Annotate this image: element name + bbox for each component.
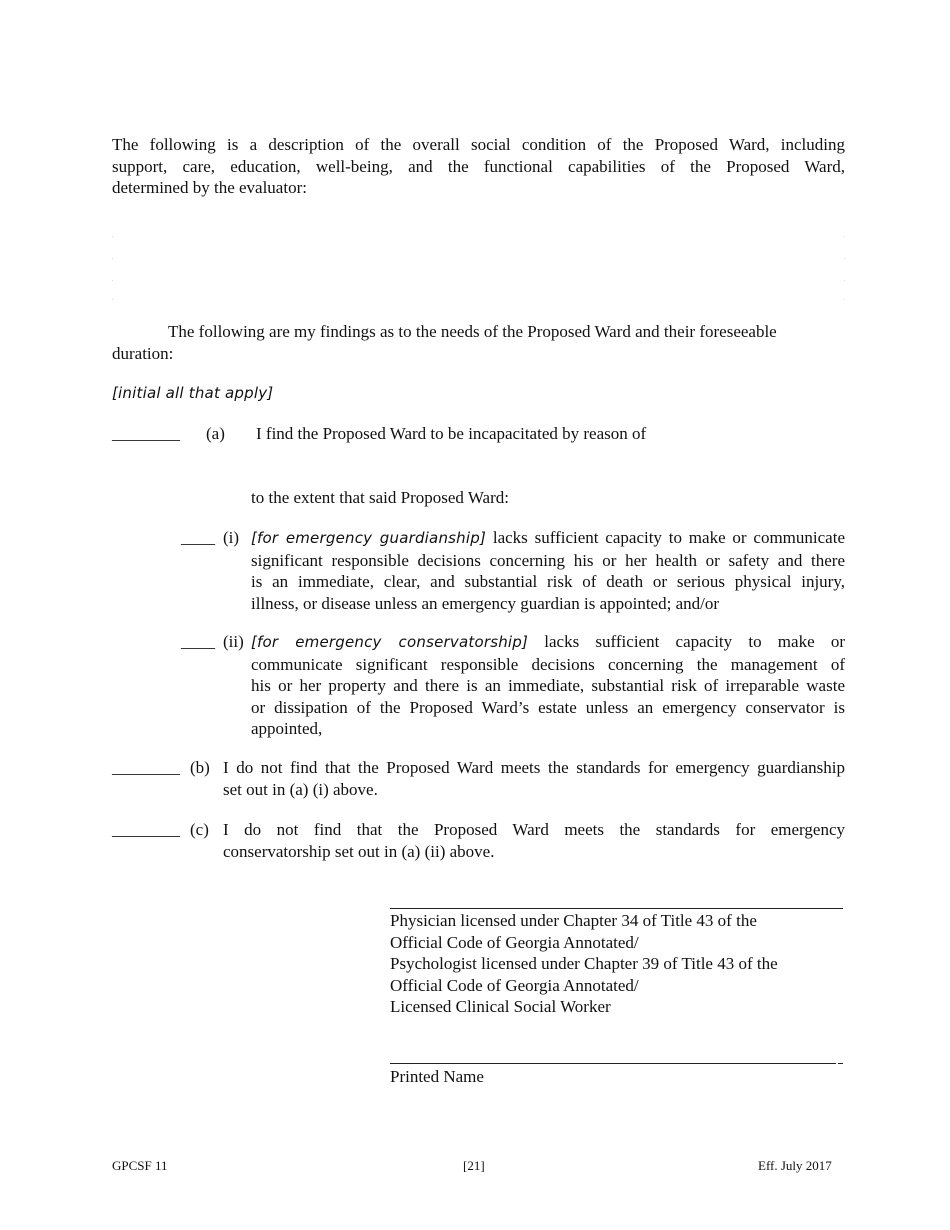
item-i-label: (i): [223, 528, 240, 547]
footer-page-number: [21]: [463, 1158, 485, 1173]
footer-form-id: GPCSF 11: [112, 1158, 168, 1173]
item-ii-line: or dissipation of the Proposed Ward’s estate unless an emergency conservator is: [251, 697, 845, 717]
item-i-line: significant responsible decisions concerning his or her health or safety and there: [251, 550, 845, 570]
description-line-2: support, care, education, well-being, and the functional capabilities of the Proposed Ward,: [112, 156, 845, 176]
item-ii-line: communicate significant responsible decisions concerning the management of: [251, 654, 845, 674]
credential-line: Official Code of Georgia Annotated/: [390, 975, 639, 995]
findings-line-2: duration:: [112, 343, 174, 363]
description-paragraph: [112, 134, 845, 199]
credential-line: Official Code of Georgia Annotated/: [390, 932, 639, 952]
item-i-last-line: illness, or disease unless an emergency guardian is appointed; and/or: [251, 593, 720, 613]
item-ii-body: [251, 631, 845, 740]
printed-name-label: Printed Name: [390, 1067, 484, 1086]
item-i-line: is an immediate, clear, and substantial risk of death or serious physical injury,: [251, 572, 845, 591]
printed-name-line[interactable]: [390, 1063, 836, 1064]
item-i-body: [251, 527, 845, 614]
item-i-first-text: lacks sufficient capacity to make or communicate: [492, 528, 845, 547]
item-b-label: (b): [190, 758, 210, 777]
item-b-line-2: set out in (a) (i) above.: [223, 779, 378, 799]
item-ii-first-text: lacks sufficient capacity to make or: [544, 632, 845, 651]
description-line-1: The following is a description of the overall social condition of the Proposed Ward, including: [112, 135, 845, 154]
item-ii-initial-blank[interactable]: ____: [181, 632, 215, 651]
item-b-body: [223, 757, 845, 800]
item-a-label: (a): [206, 424, 225, 443]
signature-credentials: [390, 910, 850, 1018]
credential-line: Licensed Clinical Social Worker: [390, 997, 611, 1016]
findings-line-1: The following are my findings as to the needs of the Proposed Ward and their foreseeable: [168, 322, 777, 341]
credential-line: Psychologist licensed under Chapter 39 of Title 43 of the: [390, 954, 778, 973]
item-b-initial-blank[interactable]: ________: [112, 758, 180, 777]
item-i-first-line: [251, 527, 845, 550]
item-a-text: I find the Proposed Ward to be incapacitated by reason of: [256, 424, 647, 443]
item-b-line-1: I do not find that the Proposed Ward meets the standards for emergency guardianship: [223, 758, 845, 777]
item-c-body: [223, 819, 845, 862]
item-i-initial-blank[interactable]: ____: [181, 528, 215, 547]
item-a-extent: to the extent that said Proposed Ward:: [251, 488, 509, 507]
item-c-initial-blank[interactable]: ________: [112, 820, 180, 839]
item-ii-bracket: [for emergency conservatorship]: [251, 633, 529, 651]
footer-effective-date: Eff. July 2017: [758, 1158, 832, 1173]
credential-line: Physician licensed under Chapter 34 of Title 43 of the: [390, 911, 757, 930]
description-line-3: determined by the evaluator:: [112, 178, 307, 197]
item-ii-label: (ii): [223, 632, 244, 651]
item-ii-line: his or her property and there is an immediate, substantial risk of irreparable waste: [251, 676, 845, 695]
item-a-initial-blank[interactable]: ________: [112, 424, 180, 443]
initial-instruction: [initial all that apply]: [112, 384, 274, 402]
printed-name-line-tick: [838, 1063, 843, 1064]
item-ii-first-line: [251, 631, 845, 654]
item-ii-last-line: appointed,: [251, 719, 323, 738]
signature-line[interactable]: [390, 908, 843, 909]
item-c-label: (c): [190, 820, 209, 839]
findings-paragraph: [112, 321, 845, 364]
item-i-bracket: [for emergency guardianship]: [251, 529, 487, 547]
item-c-line-1: I do not find that the Proposed Ward meets the standards for emergency: [223, 820, 845, 839]
item-c-line-2: conservatorship set out in (a) (ii) above.: [223, 841, 495, 861]
